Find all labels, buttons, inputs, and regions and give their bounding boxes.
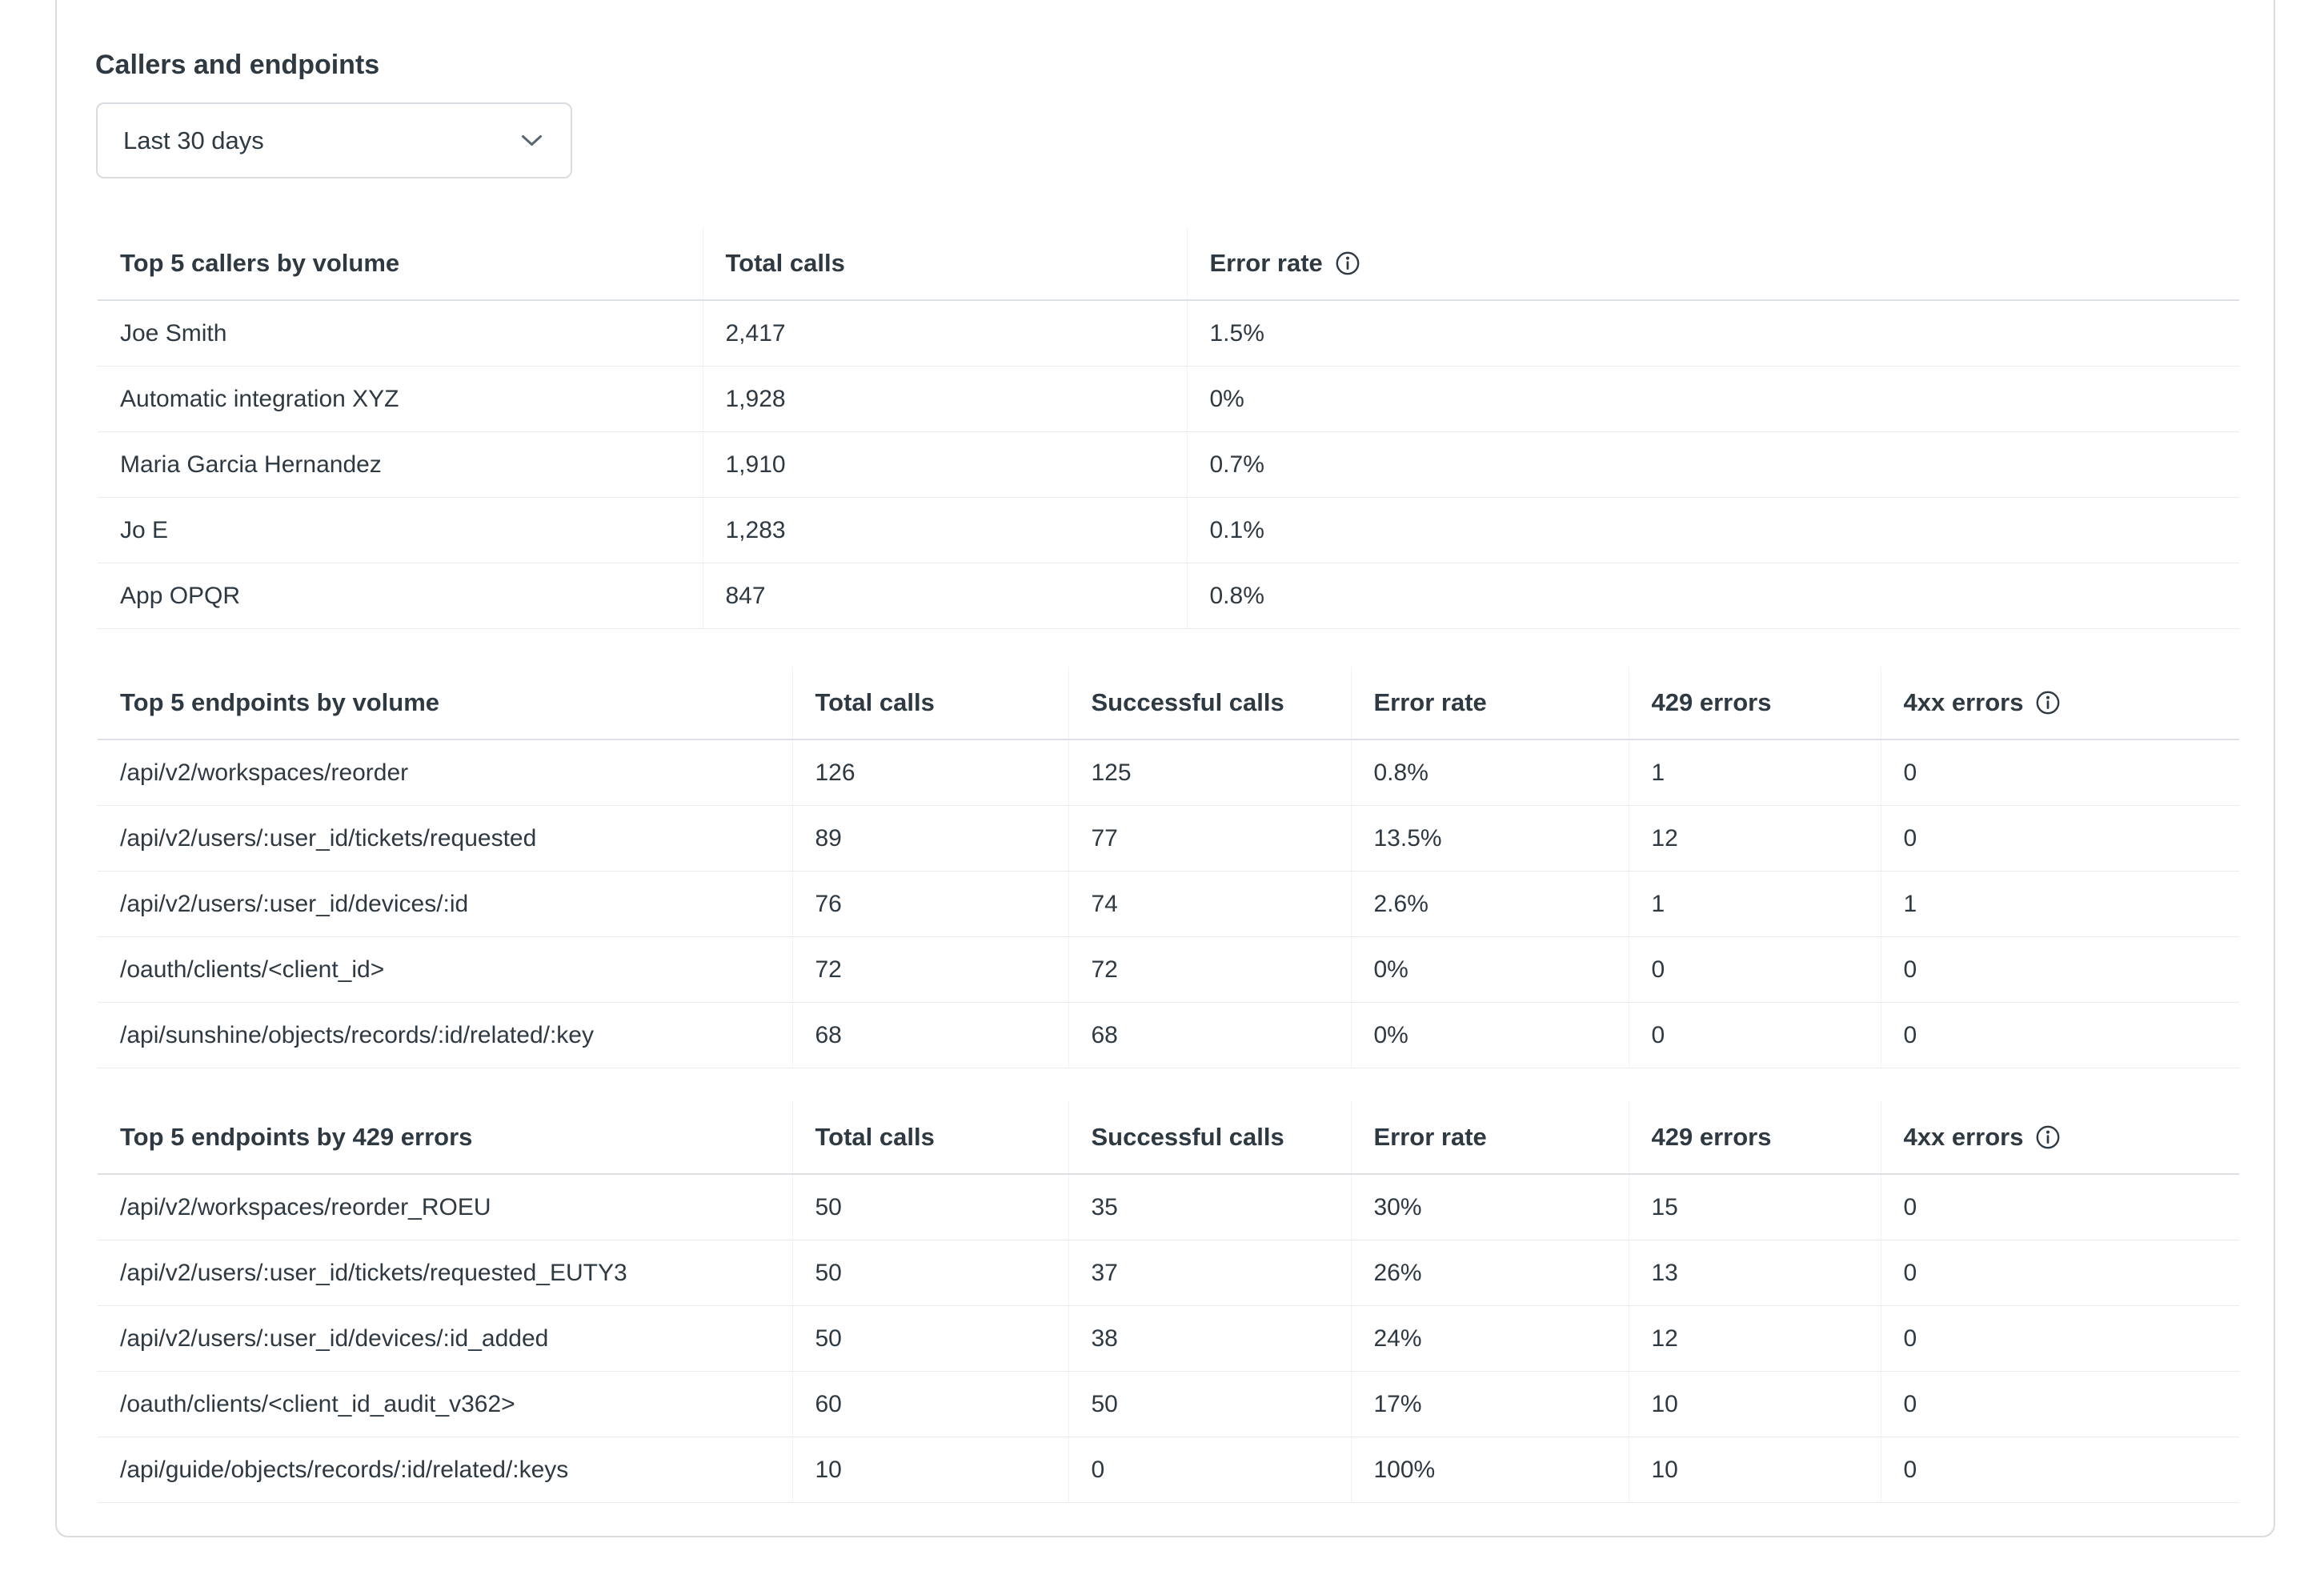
column-header-successful-calls: [1068, 667, 1351, 739]
column-header-label: 4xx errors: [1903, 688, 2024, 716]
cell-successful-calls: 74: [1068, 872, 1351, 937]
table-row: [98, 498, 2239, 563]
table-row: [98, 1240, 2239, 1306]
cell-4xx-errors: 0: [1881, 1003, 2239, 1068]
column-header-callers: [98, 227, 703, 300]
time-range-select-value: Last 30 days: [123, 126, 264, 154]
cell-successful-calls: 37: [1068, 1240, 1351, 1306]
column-header-total-calls: [703, 227, 1187, 300]
cell-error-rate: 1.5%: [1187, 300, 2239, 367]
cell-429-errors: 12: [1629, 806, 1881, 872]
cell-4xx-errors: 1: [1881, 872, 2239, 937]
column-header-label: Error rate: [1373, 688, 1487, 716]
cell-successful-calls: 38: [1068, 1306, 1351, 1372]
table-row: [98, 937, 2239, 1003]
cell-4xx-errors: 0: [1881, 937, 2239, 1003]
cell-successful-calls: 72: [1068, 937, 1351, 1003]
cell-total-calls: 1,910: [703, 432, 1187, 498]
cell-4xx-errors: 0: [1881, 1174, 2239, 1240]
cell-429-errors: 1: [1629, 872, 1881, 937]
cell-error-rate: 0%: [1351, 1003, 1629, 1068]
cell-429-errors: 10: [1629, 1372, 1881, 1437]
cell-error-rate: 13.5%: [1351, 806, 1629, 872]
cell-error-rate: 2.6%: [1351, 872, 1629, 937]
info-icon[interactable]: [1335, 250, 1360, 276]
cell-4xx-errors: 0: [1881, 1306, 2239, 1372]
column-header-label: Total calls: [815, 688, 935, 716]
cell-total-calls: 50: [792, 1174, 1068, 1240]
cell-caller-name: Joe Smith: [98, 300, 703, 367]
cell-endpoint: /api/guide/objects/records/:id/related/:keys: [98, 1437, 792, 1503]
cell-4xx-errors: 0: [1881, 806, 2239, 872]
cell-total-calls: 50: [792, 1306, 1068, 1372]
table-row: [98, 872, 2239, 937]
cell-caller-name: Jo E: [98, 498, 703, 563]
cell-endpoint: /oauth/clients/<client_id_audit_v362>: [98, 1372, 792, 1437]
cell-caller-name: Maria Garcia Hernandez: [98, 432, 703, 498]
cell-error-rate: 26%: [1351, 1240, 1629, 1306]
column-header-4xx-errors: [1881, 1101, 2239, 1174]
cell-error-rate: 0%: [1351, 937, 1629, 1003]
cell-total-calls: 1,283: [703, 498, 1187, 563]
cell-total-calls: 89: [792, 806, 1068, 872]
column-header-label: Top 5 endpoints by 429 errors: [120, 1123, 473, 1151]
cell-endpoint: /api/v2/workspaces/reorder_ROEU: [98, 1174, 792, 1240]
column-header-total-calls: [792, 667, 1068, 739]
table-header-row: [98, 667, 2239, 739]
column-header-label: Error rate: [1209, 249, 1323, 277]
cell-total-calls: 10: [792, 1437, 1068, 1503]
cell-total-calls: 1,928: [703, 367, 1187, 432]
cell-429-errors: 10: [1629, 1437, 1881, 1503]
cell-endpoint: /oauth/clients/<client_id>: [98, 937, 792, 1003]
cell-429-errors: 13: [1629, 1240, 1881, 1306]
column-header-error-rate: [1351, 667, 1629, 739]
cell-total-calls: 126: [792, 739, 1068, 806]
column-header-label: 429 errors: [1651, 688, 1772, 716]
cell-429-errors: 0: [1629, 1003, 1881, 1068]
cell-error-rate: 0.1%: [1187, 498, 2239, 563]
cell-error-rate: 0.7%: [1187, 432, 2239, 498]
column-header-4xx-errors: [1881, 667, 2239, 739]
cell-successful-calls: 0: [1068, 1437, 1351, 1503]
column-header-label: Top 5 endpoints by volume: [120, 688, 440, 716]
cell-error-rate: 0.8%: [1187, 563, 2239, 629]
cell-total-calls: 68: [792, 1003, 1068, 1068]
column-header-label: Successful calls: [1091, 688, 1284, 716]
table-row: [98, 432, 2239, 498]
cell-successful-calls: 35: [1068, 1174, 1351, 1240]
cell-successful-calls: 68: [1068, 1003, 1351, 1068]
info-icon[interactable]: [2035, 690, 2061, 715]
column-header-label: Total calls: [815, 1123, 935, 1151]
column-header-429-errors: [1629, 1101, 1881, 1174]
cell-caller-name: Automatic integration XYZ: [98, 367, 703, 432]
cell-successful-calls: 50: [1068, 1372, 1351, 1437]
cell-total-calls: 847: [703, 563, 1187, 629]
cell-4xx-errors: 0: [1881, 1372, 2239, 1437]
table-row: [98, 563, 2239, 629]
table-row: [98, 1306, 2239, 1372]
endpoints-by-volume-table: [98, 667, 2239, 1068]
cell-caller-name: App OPQR: [98, 563, 703, 629]
column-header-label: Successful calls: [1091, 1123, 1284, 1151]
cell-error-rate: 30%: [1351, 1174, 1629, 1240]
column-header-endpoints: [98, 667, 792, 739]
table-header-row: [98, 227, 2239, 300]
cell-total-calls: 50: [792, 1240, 1068, 1306]
column-header-label: Top 5 callers by volume: [120, 249, 400, 277]
column-header-endpoints: [98, 1101, 792, 1174]
cell-endpoint: /api/v2/users/:user_id/devices/:id: [98, 872, 792, 937]
endpoints-by-429-errors-table: [98, 1101, 2239, 1503]
cell-429-errors: 12: [1629, 1306, 1881, 1372]
cell-4xx-errors: 0: [1881, 1437, 2239, 1503]
column-header-label: Error rate: [1373, 1123, 1487, 1151]
cell-429-errors: 15: [1629, 1174, 1881, 1240]
cell-successful-calls: 77: [1068, 806, 1351, 872]
column-header-error-rate: [1187, 227, 2239, 300]
column-header-successful-calls: [1068, 1101, 1351, 1174]
cell-total-calls: 76: [792, 872, 1068, 937]
column-header-429-errors: [1629, 667, 1881, 739]
cell-4xx-errors: 0: [1881, 1240, 2239, 1306]
section-title: Callers and endpoints: [95, 50, 380, 80]
table-row: [98, 1003, 2239, 1068]
table-row: [98, 1437, 2239, 1503]
cell-total-calls: 60: [792, 1372, 1068, 1437]
column-header-label: 429 errors: [1651, 1123, 1772, 1151]
table-row: [98, 806, 2239, 872]
table-header-row: [98, 1101, 2239, 1174]
cell-error-rate: 17%: [1351, 1372, 1629, 1437]
table-row: [98, 367, 2239, 432]
cell-error-rate: 0.8%: [1351, 739, 1629, 806]
cell-successful-calls: 125: [1068, 739, 1351, 806]
cell-429-errors: 1: [1629, 739, 1881, 806]
cell-endpoint: /api/v2/users/:user_id/tickets/requested_EUTY3: [98, 1240, 792, 1306]
cell-4xx-errors: 0: [1881, 739, 2239, 806]
cell-endpoint: /api/sunshine/objects/records/:id/related/:key: [98, 1003, 792, 1068]
table-row: [98, 739, 2239, 806]
column-header-total-calls: [792, 1101, 1068, 1174]
cell-error-rate: 24%: [1351, 1306, 1629, 1372]
chevron-down-icon: [520, 134, 543, 147]
cell-endpoint: /api/v2/users/:user_id/tickets/requested: [98, 806, 792, 872]
column-header-error-rate: [1351, 1101, 1629, 1174]
column-header-label: 4xx errors: [1903, 1123, 2024, 1151]
column-header-label: Total calls: [725, 249, 845, 277]
time-range-select[interactable]: [96, 102, 572, 178]
table-row: [98, 1174, 2239, 1240]
info-icon[interactable]: [2035, 1124, 2061, 1150]
cell-total-calls: 2,417: [703, 300, 1187, 367]
cell-endpoint: /api/v2/users/:user_id/devices/:id_added: [98, 1306, 792, 1372]
cell-total-calls: 72: [792, 937, 1068, 1003]
cell-error-rate: 0%: [1187, 367, 2239, 432]
cell-error-rate: 100%: [1351, 1437, 1629, 1503]
table-row: [98, 1372, 2239, 1437]
callers-by-volume-table: [98, 227, 2239, 629]
cell-endpoint: /api/v2/workspaces/reorder: [98, 739, 792, 806]
table-row: [98, 300, 2239, 367]
cell-429-errors: 0: [1629, 937, 1881, 1003]
